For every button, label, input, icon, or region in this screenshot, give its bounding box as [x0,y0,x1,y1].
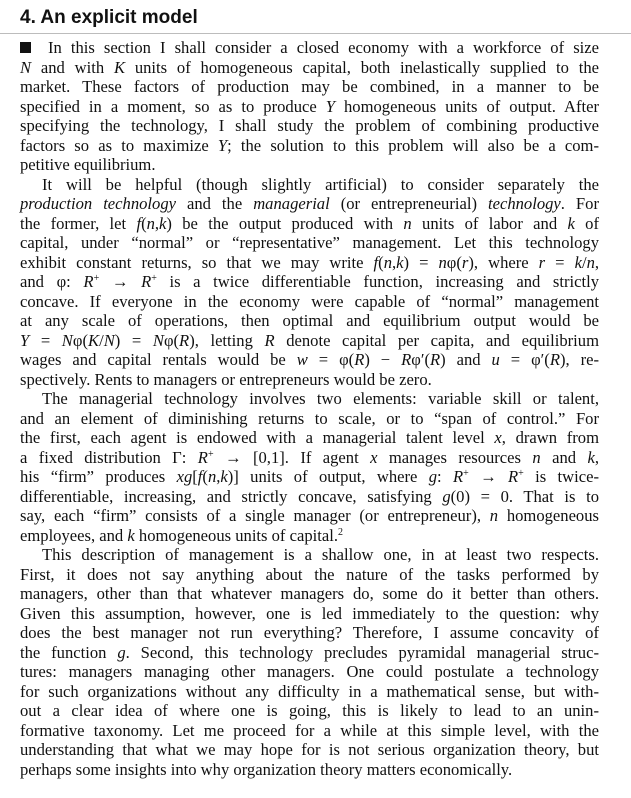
text-line: specifying the technology, I shall study the problem of combining productive [20,116,599,135]
text-line: specified in a moment, so as to produce Y homogeneous units of output. After [20,96,599,116]
text-line: the first, each agent is endowed with a managerial talent level x, drawn from [20,428,599,447]
italic-term: xg [176,467,193,486]
text-line: The managerial technology involves two elements: variable skill or talent, [42,389,599,408]
section-heading: 4. An explicit model [20,7,198,28]
text-line: at any scale of operations, then optimal and equilibrium output would be [20,311,599,330]
italic-term: x [494,428,502,447]
italic-term: K [87,330,100,350]
text-line: capital, under “normal” or “representative” management. Let this technology [20,233,599,252]
text-line: managers, other than that whatever managers do, some do it better than others. [20,584,599,603]
italic-term: r [538,252,546,272]
italic-term: k [574,252,582,272]
italic-term: n [586,252,595,272]
italic-term: n [383,252,392,272]
italic-term: k [587,447,595,467]
italic-term: n [403,213,412,233]
text-line: factors so as to maximize Y; the solution to this problem will also be a com- [20,135,599,155]
text-line: does the best manager not run everything? Therefore, I assume concavity of [20,623,599,642]
superscript: + [93,273,100,284]
italic-term: R [430,350,441,369]
italic-term: Y [325,96,335,116]
italic-term: n [532,447,541,467]
text-line: First, it does not say anything about the nature of the tasks performed by [20,564,599,584]
text-line: N and with K units of homogeneous capital, both inelastically supplied to the [20,57,599,77]
text-line: employees, and k homogeneous units of capital.$^2$ [20,525,343,545]
italic-term: R [264,330,275,350]
italic-term: R [549,350,560,369]
text-line: a fixed distribution Γ: R+ → [0,1]. If agent x manages resources n and k, [20,447,599,467]
superscript: + [151,273,157,284]
italic-term: R [401,350,412,369]
italic-term: R [83,272,94,291]
italic-term: Y [217,135,228,155]
italic-term: k [127,525,135,545]
heading-divider [0,33,631,34]
italic-term: r [461,252,469,272]
text-line: for such organizations without any difficulty in a mathematical sense, but with- [20,681,599,701]
text-line: exhibit constant returns, so that we may write f(n,k) = nφ(r), where r = k/n, [20,252,600,272]
text-line: and φ: R+ → R+ is a twice differentiable function, increasing and strictly [20,272,600,291]
italic-term: R [197,447,208,467]
italic-term: k [220,467,228,486]
italic-term: K [113,57,126,77]
italic-term: n [489,506,499,525]
italic-term: N [20,57,32,77]
text-line: Y = Nφ(K/N) = Nφ(R), letting R denote capital per capita, and equilibrium [20,330,599,350]
italic-term: f [373,252,379,272]
italic-term: technology [487,194,561,213]
italic-term: f [136,213,142,233]
paragraph [20,175,599,390]
italic-term: f [197,467,203,486]
text-line: formative taxonomy. Let me proceed for a while at this simple level, with the [20,720,599,740]
italic-term: R [179,330,190,350]
text-line: production technology and the managerial (or entrepreneurial) technology. For [20,194,599,213]
italic-term: production technology [20,194,176,213]
italic-term: R [141,272,152,291]
text-line: understanding that what we may hope for is not serious organization theory, but [20,740,599,759]
italic-term: k [396,252,404,272]
italic-term: u [491,350,500,369]
text-line: In this section I shall consider a closed economy with a workforce of size [20,38,599,58]
italic-term: Y [20,330,30,350]
italic-term: R [452,467,464,486]
italic-term: N [103,330,115,350]
italic-term: x [370,447,378,467]
text-line: differentiable, increasing, and strictly concave, satisfying g(0) = 0. That is to [20,486,599,506]
italic-term: g [442,486,451,506]
italic-term: N [61,330,73,350]
paragraph [20,545,599,779]
text-line: This description of management is a shallow one, in at least two respects. [42,545,599,564]
superscript: + [518,468,524,479]
text-line: say, each “firm” consists of a single manager (or entrepreneur), n homogeneous [20,506,599,525]
italic-term: managerial [253,194,330,213]
italic-term: R [354,350,365,369]
italic-term: N [152,330,164,350]
paragraph [20,38,599,175]
italic-term: R [508,467,519,486]
paragraph [20,389,599,545]
text-line: wages and capital rentals would be w = φ(R) − Rφ′(R) and u = φ′(R), re- [20,350,600,369]
italic-term: n [146,213,155,233]
text-line: the former, let f(n,k) be the output produced with n units of labor and k of [20,213,599,233]
text-line: petitive equilibrium. [20,155,156,174]
text-line: spectively. Rents to managers or entrepreneurs would be zero. [20,369,432,389]
italic-term: g [428,467,438,486]
text-line: Given this assumption, however, one is led immediately to the question: why [20,603,599,623]
text-line: tures: managers managing other managers. One could postulate a technology [20,662,599,681]
text-line: out a clear idea of where one is going, this is likely to lead to an unin- [20,701,599,720]
italic-term: g [117,642,126,662]
superscript: 2 [337,526,343,538]
text-line: market. These factors of production may be combined, in a manner to be [20,77,599,96]
text-line: and an element of diminishing returns to scale, or to “span of control.” For [20,408,599,428]
italic-term: n [438,252,447,272]
section-body [20,38,599,779]
text-line: the function g. Second, this technology precludes pyramidal managerial struc- [20,642,599,662]
text-line: his “firm” produces xg[f(n,k)] units of output, where g: R+ → R+ is twice- [20,467,600,486]
square-bullet-icon [20,42,31,53]
text-line: It will be helpful (though slightly artificial) to consider separately the [42,174,599,194]
superscript: + [207,448,214,460]
italic-term: w [296,350,308,369]
text-line: perhaps some insights into why organization theory matters economically. [20,759,513,779]
text-line: concave. If everyone in the economy were capable of “normal” management [20,291,599,311]
italic-term: k [567,213,575,233]
italic-term: n [207,467,217,486]
superscript: + [463,468,469,479]
italic-term: k [159,213,167,233]
